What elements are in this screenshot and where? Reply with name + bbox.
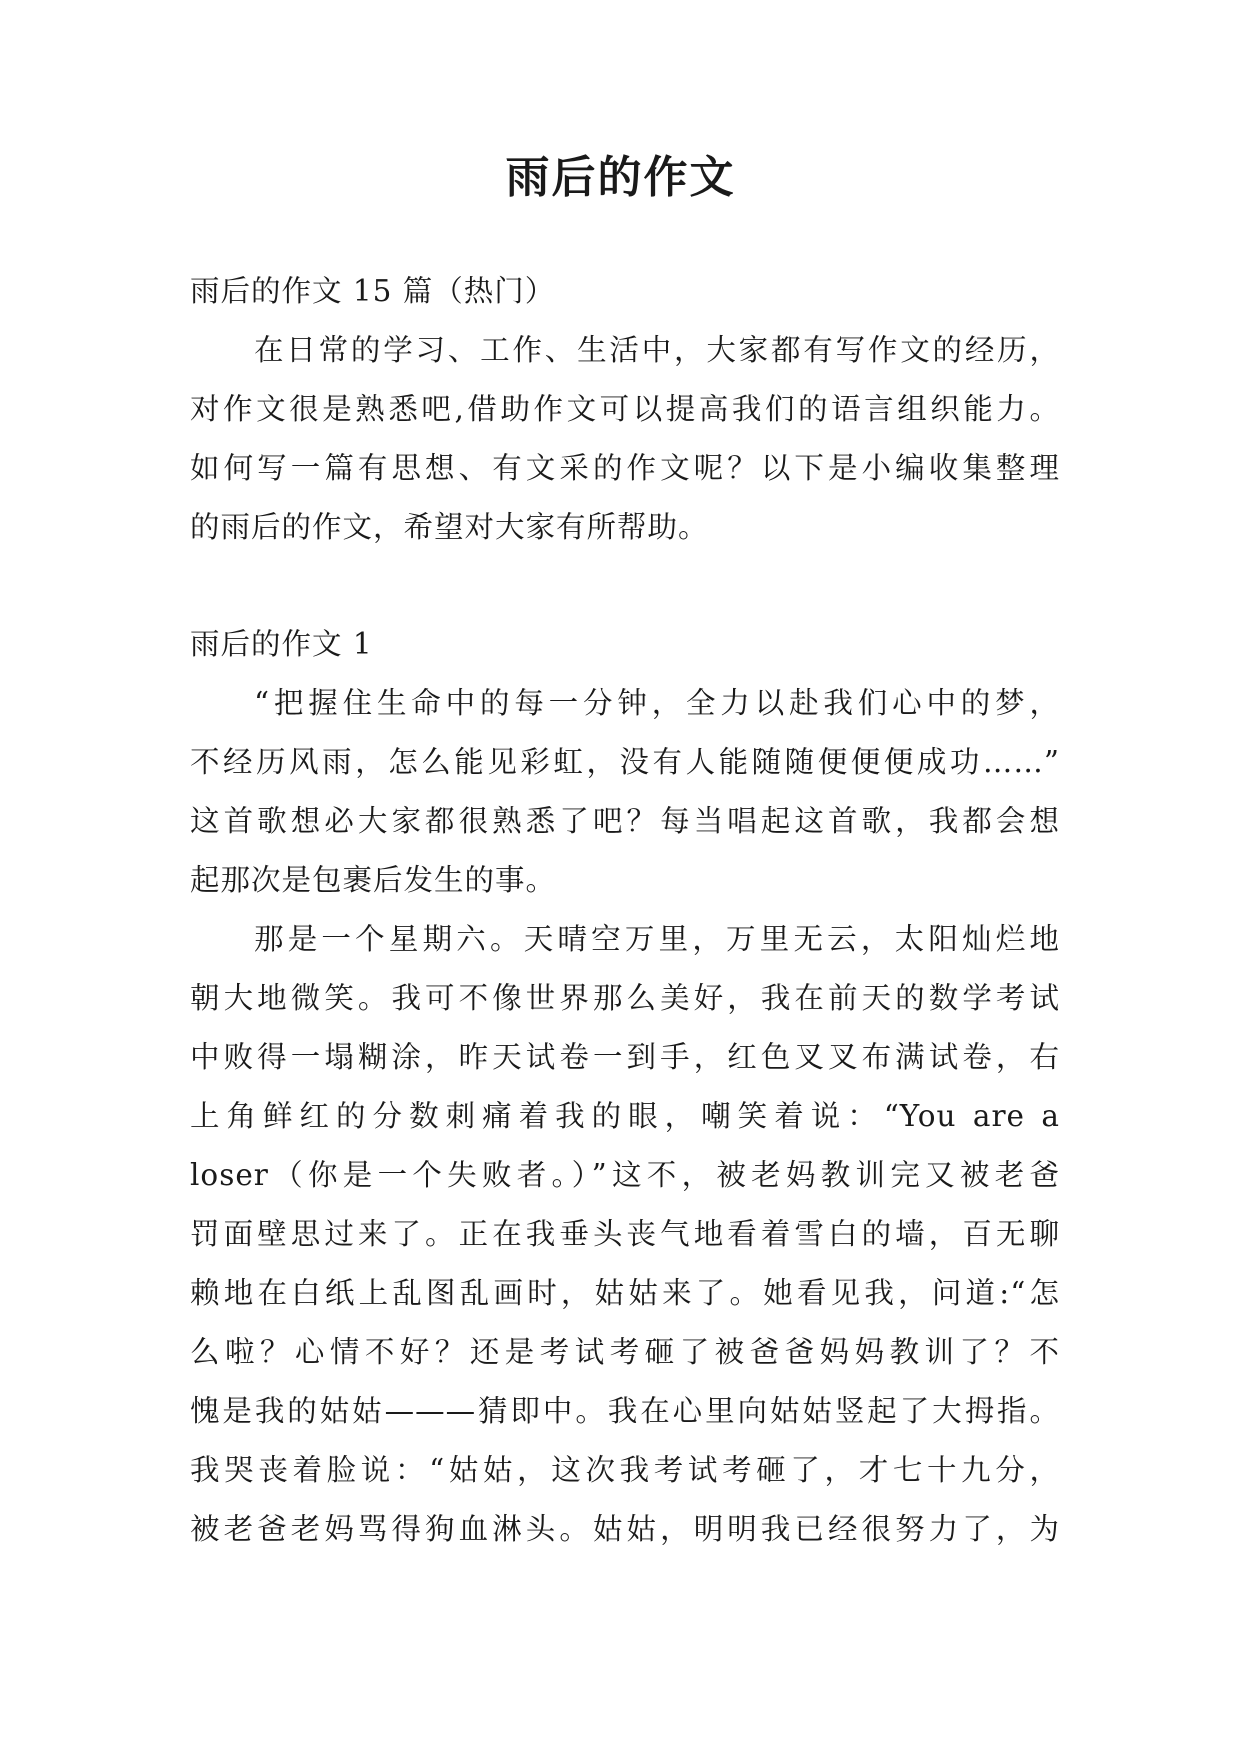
paragraph-line: 那是一个星期六。天晴空万里，万里无云，太阳灿烂地: [254, 922, 1060, 956]
paragraph-line: 上角鲜红的分数刺痛着我的眼，嘲笑着说：“You are a: [190, 1099, 1060, 1133]
paragraph-line: 中败得一塌糊涂，昨天试卷一到手，红色叉叉布满试卷，右: [190, 1040, 1060, 1074]
intro-line: 在日常的学习、工作、生活中，大家都有写作文的经历，: [254, 333, 1060, 367]
paragraph-line: 么啦？心情不好？还是考试考砸了被爸爸妈妈教训了？不: [190, 1335, 1060, 1369]
subtitle: 雨后的作文 15 篇（热门）: [190, 274, 556, 308]
paragraph-line: 赖地在白纸上乱图乱画时，姑姑来了。她看见我，问道:“怎: [190, 1276, 1060, 1310]
paragraph-line: 这首歌想必大家都很熟悉了吧？每当唱起这首歌，我都会想: [190, 804, 1060, 838]
paragraph-line: 不经历风雨，怎么能见彩虹，没有人能随随便便便成功……”: [190, 745, 1060, 779]
intro-line: 对作文很是熟悉吧,借助作文可以提高我们的语言组织能力。: [190, 392, 1060, 426]
paragraph-line: 朝大地微笑。我可不像世界那么美好，我在前天的数学考试: [190, 981, 1060, 1015]
section-heading: 雨后的作文 1: [190, 627, 373, 661]
paragraph-line: 我哭丧着脸说：“姑姑，这次我考试考砸了，才七十九分，: [190, 1453, 1060, 1487]
intro-line: 如何写一篇有思想、有文采的作文呢？以下是小编收集整理: [190, 451, 1060, 485]
paragraph-line: 被老爸老妈骂得狗血淋头。姑姑，明明我已经很努力了，为: [190, 1512, 1060, 1546]
paragraph-line: 愧是我的姑姑———猜即中。我在心里向姑姑竖起了大拇指。: [190, 1394, 1060, 1428]
paragraph-line: 起那次是包裹后发生的事。: [190, 863, 557, 897]
paragraph-line: “把握住生命中的每一分钟，全力以赴我们心中的梦，: [254, 686, 1060, 720]
section-gap: [190, 557, 1060, 615]
intro-line: 的雨后的作文，希望对大家有所帮助。: [190, 510, 709, 544]
document-body: [190, 262, 1060, 1559]
document-title: 雨后的作文: [505, 152, 736, 203]
paragraph-line: 罚面壁思过来了。正在我垂头丧气地看着雪白的墙，百无聊: [190, 1217, 1060, 1251]
paragraph-line: loser（你是一个失败者。）”这不，被老妈教训完又被老爸: [190, 1158, 1060, 1192]
